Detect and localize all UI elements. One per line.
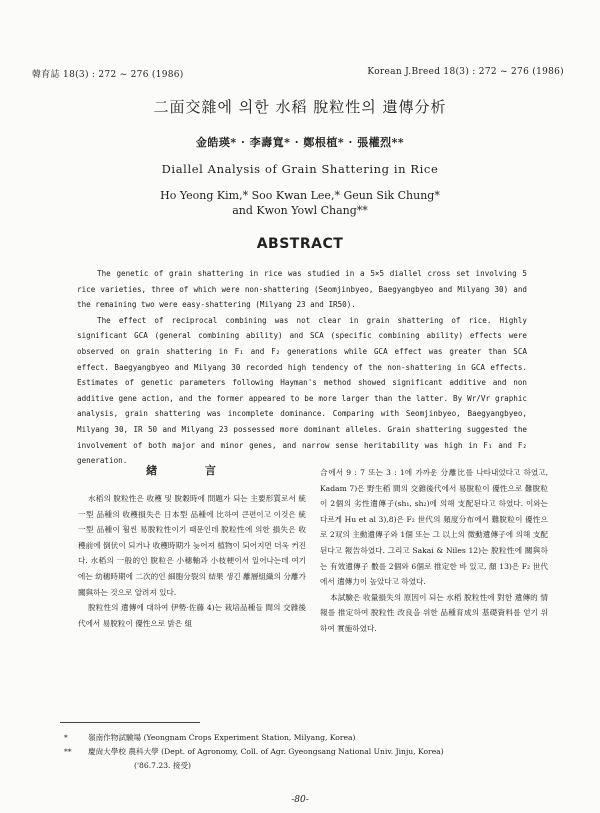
footnote-mark: * (64, 733, 68, 742)
abstract-heading: ABSTRACT (256, 236, 344, 252)
abstract-body (77, 266, 527, 469)
footnote-text: 嶺南作物試驗場 (Yeongnam Crops Experiment Station, Milyang, Korea) (88, 733, 356, 742)
footnote-mark: ** (64, 747, 72, 756)
footnote-2 (64, 745, 544, 759)
page-number: -80- (291, 795, 309, 805)
journal-header-english: Korean J.Breed 18(3) : 272 ~ 276 (1986) (367, 67, 564, 77)
intro-paragraph-2: 脫粒性의 遺傳에 대하여 伊勢·佐藤 4)는 栽培品種들 間의 交雜後代에서 易脫粒이 優性으로 밝은 組 (78, 603, 306, 628)
introduction-left-column (78, 464, 306, 631)
footnote-1 (64, 731, 544, 745)
introduction-right-column (320, 465, 548, 637)
intro-paragraph-3: 合에서 9 : 7 또는 3 : 1에 가까운 分離比를 나타내었다고 하였고, Kadam 7)은 野生稻 間의 交雜後代에서 易脫粒이 優性으로 難脫粒이 2個의 劣性遺傳子(sh₁, sh₂)에 의해 支配된다고 하였다. 이와는 다르게 Hu et al 3),8)은 F₂ 世代의 頻度分布에서 難脫粒이 優性으로 2双의 主動遺傳子와 1個 또는 그 以上의 微動遺傳子에 의해 支配된다고 報告하였다. 그리고 Sakai & Niles 12)는 脫粒性에 關與하는 有效遺傳子 數를 2個와 6個로 推定한 바 있고, 顏 13)은 F₂ 世代에서 遺傳力이 높았다고 하였다. (320, 468, 548, 587)
footnote-received-date (64, 759, 544, 773)
journal-header-korean: 韓育誌 18(3) : 272 ~ 276 (1986) (32, 70, 184, 80)
authors-korean: 金皓瑛* · 李壽寬* · 鄭根植* · 張權烈** (195, 136, 405, 149)
footnotes (64, 731, 544, 773)
footnote-text: 慶尙大學校 農科大學 (Dept. of Agronomy, Coll. of Agr. Gyeongsang National Univ. Jinju, Korea) (88, 747, 444, 756)
footnote-divider (60, 722, 200, 723)
abstract-paragraph-2: The effect of reciprocal combining was not clear in grain shattering of rice. Highly significant GCA (general combining ability) and SCA (specific combining ability) effects were observed on grain shattering in F₁ and F₂ generations while GCA effect was greater than SCA effect. Baegyangbyeo and Milyang 30 recorded high tendency of the non-shattering in GCA effects. Estimates of genetic parameters following Hayman's method showed significant additive and non additive gene action, and the former appeared to be more larger than the latter. By Wr/Vr graphic analysis, grain shattering was incomplete dominance. Comparing with Seomjinbyeo, Baegyangbyeo, Milyang 30, IR 50 and Milyang 23 possessed more dominant alleles. Grain shattering suggested the involvement of both major and minor genes, and narrow sense heritability was high in F₁ and F₂ generation. (77, 315, 527, 466)
authors-english (0, 188, 600, 218)
authors-english-line2: and Kwon Yowl Chang** (232, 204, 368, 217)
paper-title-korean: 二面交雜에 의한 水稻 脫粒性의 遺傳分析 (153, 98, 447, 116)
section-heading-introduction: 緖 言 (146, 464, 238, 477)
authors-english-line1: Ho Yeong Kim,* Soo Kwan Lee,* Geun Sik Chung* (160, 189, 440, 202)
abstract-paragraph-1: The genetic of grain shattering in rice was studied in a 5×5 diallel cross set involving 5 rice varieties, three of which were non-shattering (Seomjinbyeo, Baegyangbyeo and Milyang 30) and the remaining two were easy-shattering (Milyang 23 and IR50). (77, 269, 527, 310)
intro-paragraph-4: 本試驗은 收量損失의 原因이 되는 水稻 脫粒性에 對한 遺傳的 情報를 推定하여 脫粒性 改良을 위한 品種育成의 基礎資料를 얻기 위하여 實施하였다. (320, 592, 548, 633)
intro-paragraph-1: 水稻의 脫粒性은 收穫 및 脫穀時에 問題가 되는 主要形質로서 統一型 品種의 收穫損失은 日本型 品種에 比하여 큰편이고 이것은 統一型 品種이 훨씬 易脫粒性이기 때문인데 脫粒性에 의한 損失은 收穫前에 倒伏이 되거나 收穫時期가 늦어져 植物이 되어지면 더욱 커진다. 水稻의 一般的인 脫粒은 小穗軸과 小枝梗이서 일어나는데 여기에는 幼穗時期에 二次的인 細胞分裂의 結果 생긴 離層組織의 分離가 關與하는 것으로 알려져 있다. (78, 494, 306, 597)
paper-title-english: Diallel Analysis of Grain Shattering in Rice (161, 162, 439, 176)
footnote-text: ('86.7.23. 接受) (134, 761, 192, 770)
